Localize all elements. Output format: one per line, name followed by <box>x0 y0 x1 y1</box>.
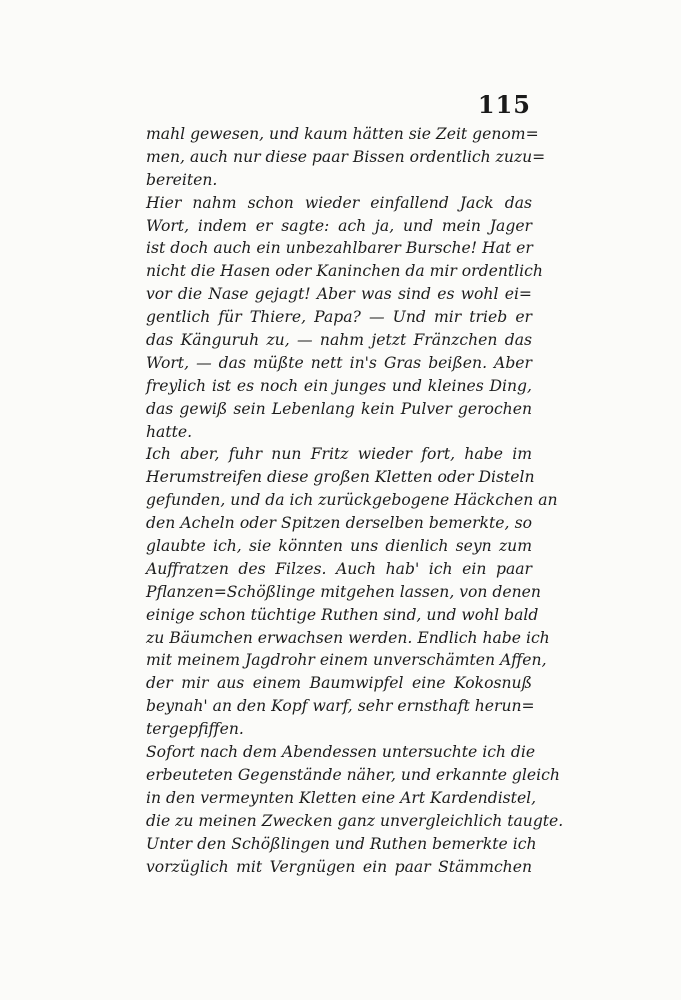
text-line: Ich aber, fuhr nun Fritz wieder fort, habe im <box>146 445 532 464</box>
text-line: gentlich für Thiere, Papa? — Und mir trieb er <box>146 308 532 327</box>
text-line: zu Bäumchen erwachsen werden. Endlich habe ich <box>146 628 550 647</box>
text-line: Unter den Schößlingen und Ruthen bemerkte ich <box>146 834 537 853</box>
text-line: beynah' an den Kopf warf, sehr ernsthaft herun= <box>146 697 535 716</box>
page-number: 115 <box>477 90 531 119</box>
text-line: die zu meinen Zwecken ganz unvergleichlich taugte. <box>146 811 564 830</box>
text-line: Hier nahm schon wieder einfallend Jack das <box>146 193 532 212</box>
paragraph-1 <box>146 123 546 192</box>
paragraph-4 <box>146 741 564 878</box>
text-line: erbeuteten Gegenstände näher, und erkannte gleich <box>146 765 560 784</box>
text-line: glaubte ich, sie könnten uns dienlich seyn zum <box>146 537 532 556</box>
text-line: den Acheln oder Spitzen derselben bemerkte, so <box>146 514 532 533</box>
text-line: gefunden, und da ich zurückgebogene Häckchen an <box>146 491 558 510</box>
text-line: Wort, indem er sagte: ach ja, und mein Jager <box>146 216 532 235</box>
text-line: vor die Nase gejagt! Aber was sind es wohl ei= <box>146 285 532 304</box>
text-line: das gewiß sein Lebenlang kein Pulver gerochen <box>146 399 532 418</box>
text-line: men, auch nur diese paar Bissen ordentlich zuzu= <box>146 147 546 166</box>
paragraph-3 <box>146 443 558 741</box>
text-line: tergepfiffen. <box>146 720 244 739</box>
text-line: ist doch auch ein unbezahlbarer Bursche! Hat er <box>146 239 533 258</box>
text-line: bereiten. <box>146 170 218 189</box>
text-line: Herumstreifen diese großen Kletten oder Disteln <box>146 468 535 487</box>
text-line: Wort, — das müßte nett in's Gras beißen. Aber <box>146 353 532 372</box>
text-line: das Känguruh zu, — nahm jetzt Fränzchen das <box>146 331 532 350</box>
text-line: der mir aus einem Baumwipfel eine Kokosnuß <box>146 674 532 693</box>
text-line: Sofort nach dem Abendessen untersuchte ich die <box>146 743 536 762</box>
text-line: in den vermeynten Kletten eine Art Kardendistel, <box>146 788 537 807</box>
text-line: Pflanzen=Schößlinge mitgehen lassen, von denen <box>146 582 541 601</box>
body-text <box>146 123 564 878</box>
text-line: einige schon tüchtige Ruthen sind, und wohl bald <box>146 605 539 624</box>
paragraph-2 <box>146 192 543 444</box>
text-line: mahl gewesen, und kaum hätten sie Zeit genom= <box>146 125 539 143</box>
text-line: vorzüglich mit Vergnügen ein paar Stämmchen <box>146 857 532 876</box>
text-line: mit meinem Jagdrohr einem unverschämten Affen, <box>146 651 547 670</box>
text-line: hatte. <box>146 422 193 441</box>
text-line: freylich ist es noch ein junges und kleines Ding, <box>146 376 532 395</box>
text-line: Auffratzen des Filzes. Auch hab' ich ein paar <box>146 559 532 578</box>
text-line: nicht die Hasen oder Kaninchen da mir ordentlich <box>146 262 543 281</box>
